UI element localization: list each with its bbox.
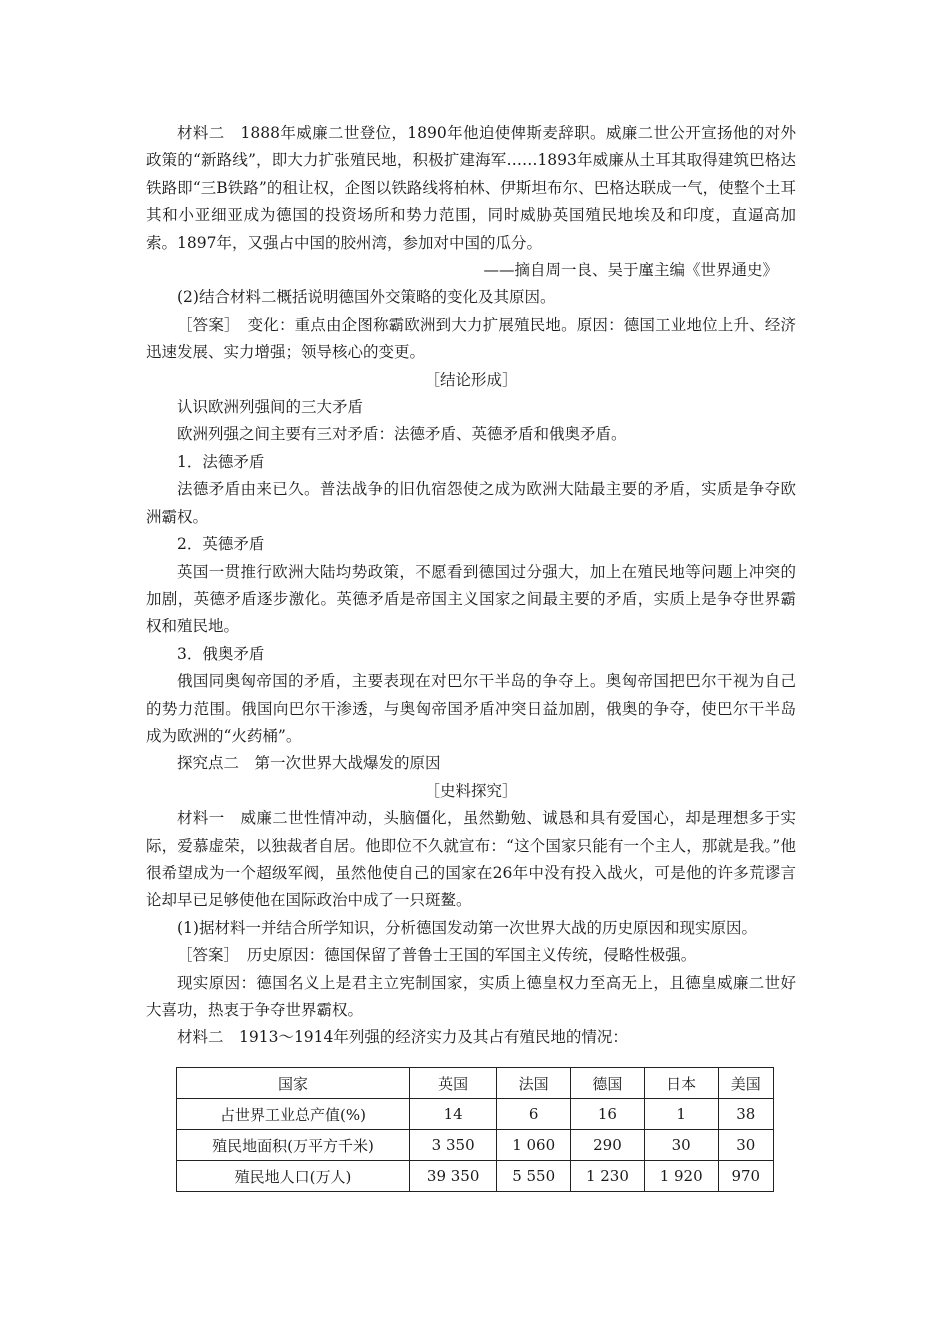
item-heading-france-germany: 1．法德矛盾 [177, 452, 265, 471]
contradictions-intro: 欧洲列强之间主要有三对矛盾：法德矛盾、英德矛盾和俄奥矛盾。 [177, 425, 627, 444]
table-row [177, 1161, 774, 1192]
powers-economy-colonies-table [176, 1067, 774, 1192]
table-cell: 16 [571, 1099, 645, 1130]
table-cell: 1 230 [571, 1161, 645, 1192]
exploration-point-two-heading: 探究点二 第一次世界大战爆发的原因 [177, 754, 441, 773]
source-citation: ——摘自周一良、吴于廑主编《世界通史》 [483, 261, 778, 280]
table-cell: 3 350 [410, 1130, 497, 1161]
table-cell: 30 [644, 1130, 718, 1161]
table-header-cell: 美国 [718, 1068, 773, 1099]
section-historical-material-heading: ［史料探究］ [424, 781, 518, 800]
item-heading-russia-austria: 3．俄奥矛盾 [177, 644, 265, 663]
item-text-britain-germany: 英国一贯推行欧洲大陆均势政策，不愿看到德国过分强大，加上在殖民地等问题上冲突的加剧，英德矛盾逐步激化。英德矛盾是帝国主义国家之间最主要的矛盾，实质上是争夺世界霸权和殖民地。 [146, 562, 796, 636]
table-row-label: 占世界工业总产值(%) [177, 1099, 410, 1130]
document-body [146, 120, 796, 1052]
table-cell: 30 [718, 1130, 773, 1161]
table-header-cell: 英国 [410, 1068, 497, 1099]
table-cell: 1 [644, 1099, 718, 1130]
item-text-russia-austria: 俄国同奥匈帝国的矛盾，主要表现在对巴尔干半岛的争夺上。奥匈帝国把巴尔干视为自己的势力范围。俄国向巴尔干渗透，与奥匈帝国矛盾冲突日益加剧，俄奥的争夺，使巴尔干半岛成为欧洲的“火药桶”。 [146, 672, 796, 745]
item-text-france-germany: 法德矛盾由来已久。普法战争的旧仇宿怨使之成为欧洲大陆最主要的矛盾，实质是争夺欧洲霸权。 [146, 480, 796, 526]
question-1: (1)据材料一并结合所学知识，分析德国发动第一次世界大战的历史原因和现实原因。 [177, 918, 757, 937]
table-row [177, 1130, 774, 1161]
table-header-cell: 国家 [177, 1068, 410, 1099]
material-two-table-caption: 材料二 1913～1914年列强的经济实力及其占有殖民地的情况： [177, 1028, 628, 1047]
table-header-cell: 法国 [497, 1068, 571, 1099]
table-cell: 290 [571, 1130, 645, 1161]
table-cell: 970 [718, 1161, 773, 1192]
table-cell: 5 550 [497, 1161, 571, 1192]
question-2: (2)结合材料二概括说明德国外交策略的变化及其原因。 [177, 288, 556, 307]
table-row-label: 殖民地人口(万人) [177, 1161, 410, 1192]
material-one-paragraph: 材料一 威廉二世性情冲动，头脑僵化，虽然勤勉、诚恳和具有爱国心，却是理想多于实际，爱慕虚荣，以独裁者自居。他即位不久就宣布：“这个国家只能有一个主人，那就是我。”他很希望成为一个超级军阀，虽然他使自己的国家在26年中没有投入战火，可是他的许多荒谬言论却早已足够使他在国际政治中成了一只斑鳌。 [146, 809, 796, 910]
table-cell: 1 060 [497, 1130, 571, 1161]
table-header-row [177, 1068, 774, 1099]
table-header-cell: 德国 [571, 1068, 645, 1099]
table-cell: 39 350 [410, 1161, 497, 1192]
section-conclusion-heading: ［结论形成］ [424, 370, 518, 389]
table-header-cell: 日本 [644, 1068, 718, 1099]
answer-1-practical: 现实原因：德国名义上是君主立宪制国家，实质上德皇权力至高无上，且德皇威廉二世好大喜功，热衷于争夺世界霸权。 [146, 973, 796, 1019]
item-heading-britain-germany: 2．英德矛盾 [177, 535, 265, 554]
table-cell: 38 [718, 1099, 773, 1130]
subheading-three-contradictions: 认识欧洲列强间的三大矛盾 [177, 398, 364, 417]
table-cell: 1 920 [644, 1161, 718, 1192]
table-cell: 6 [497, 1099, 571, 1130]
answer-2: ［答案］ 变化：重点由企图称霸欧洲到大力扩展殖民地。原因：德国工业地位上升、经济迅速发展、实力增强；领导核心的变更。 [146, 315, 796, 362]
table-cell: 14 [410, 1099, 497, 1130]
material-two-paragraph: 材料二 1888年威廉二世登位，1890年他迫使俾斯麦辞职。威廉二世公开宣扬他的对外政策的“新路线”，即大力扩张殖民地，积极扩建海军……1893年威廉从土耳其取得建筑巴格达铁路即“三B铁路”的租让权，企图以铁路线将柏林、伊斯坦布尔、巴格达联成一气，使整个土耳其和小亚细亚成为德国的投资场所和势力范围，同时威胁英国殖民地埃及和印度，直逼高加索。1897年，又强占中国的胶州湾，参加对中国的瓜分。 [146, 124, 796, 252]
answer-1-historical: ［答案］ 历史原因：德国保留了普鲁士王国的军国主义传统，侵略性极强。 [177, 946, 697, 965]
table-row [177, 1099, 774, 1130]
table-row-label: 殖民地面积(万平方千米) [177, 1130, 410, 1161]
